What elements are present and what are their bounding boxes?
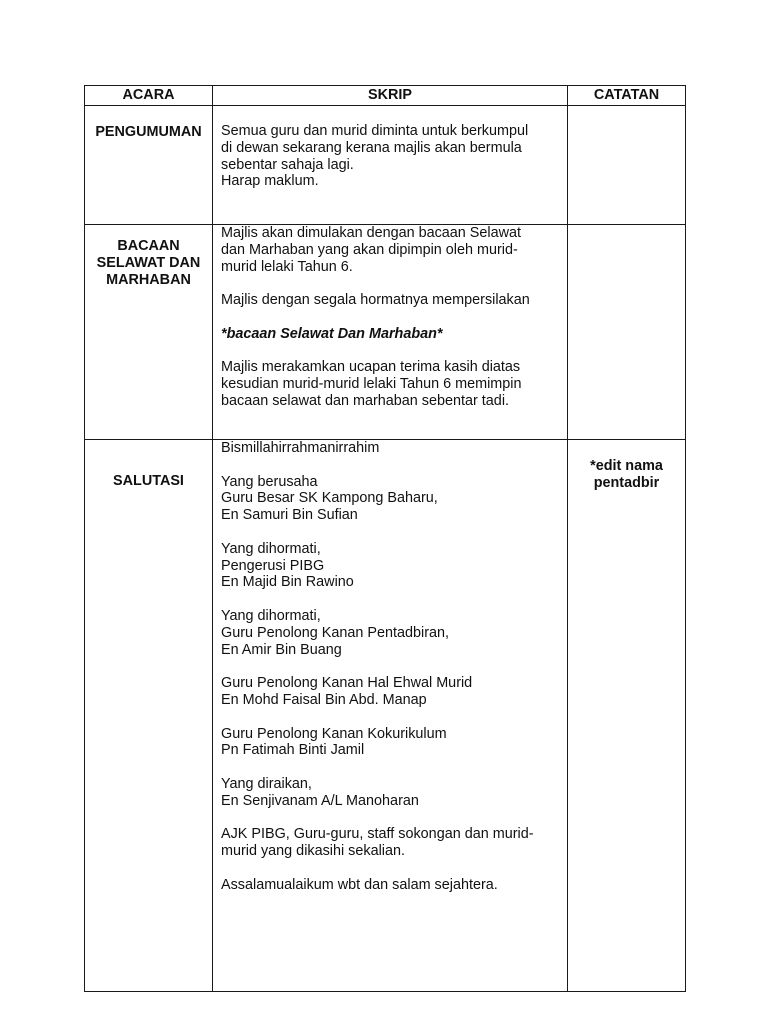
- acara-cell: PENGUMUMAN: [85, 106, 213, 225]
- script-table: [84, 85, 686, 992]
- skrip-cell: [213, 106, 568, 225]
- skrip-cell: [213, 225, 568, 440]
- skrip-paragraph: Yang dihormati, Guru Penolong Kanan Pentadbiran, En Amir Bin Buang: [221, 607, 450, 658]
- catatan-note: *edit nama pentadbir: [590, 458, 663, 491]
- acara-cell: SALUTASI: [85, 440, 213, 992]
- skrip-paragraph: Yang dihormati, Pengerusi PIBG En Majid Bin Rawino: [221, 540, 354, 591]
- catatan-cell: [568, 225, 686, 440]
- table-row: [85, 225, 686, 440]
- skrip-paragraph: Guru Penolong Kanan Hal Ehwal Murid En Mohd Faisal Bin Abd. Manap: [221, 675, 473, 708]
- skrip-paragraph: Majlis akan dimulakan dengan bacaan Selawat dan Marhaban yang akan dipimpin oleh murid- murid lelaki Tahun 6.: [221, 225, 521, 275]
- table-row: [85, 106, 686, 225]
- skrip-paragraph: Bismillahirrahmanirrahim: [221, 440, 380, 456]
- skrip-paragraph: Majlis dengan segala hormatnya mempersilakan: [221, 292, 530, 309]
- skrip-paragraph: Guru Penolong Kanan Kokurikulum Pn Fatimah Binti Jamil: [221, 725, 447, 759]
- skrip-paragraph: Yang diraikan, En Senjivanam A/L Manoharan: [221, 775, 419, 809]
- skrip-paragraph: Majlis merakamkan ucapan terima kasih diatas kesudian murid-murid lelaki Tahun 6 memimpin bacaan selawat dan marhaban sebentar tadi.: [221, 359, 522, 409]
- catatan-cell: [568, 106, 686, 225]
- skrip-paragraph-emphasis: *bacaan Selawat Dan Marhaban*: [221, 325, 443, 342]
- header-cell-acara: ACARA: [85, 86, 213, 106]
- acara-cell: BACAAN SELAWAT DAN MARHABAN: [85, 225, 213, 440]
- skrip-paragraph: Assalamualaikum wbt dan salam sejahtera.: [221, 876, 498, 893]
- catatan-cell: [568, 440, 686, 992]
- skrip-cell: [213, 440, 568, 992]
- header-cell-catatan: CATATAN: [568, 86, 686, 106]
- header-cell-skrip: SKRIP: [213, 86, 568, 106]
- table-row: [85, 440, 686, 992]
- skrip-paragraph: Semua guru dan murid diminta untuk berkumpul di dewan sekarang kerana majlis akan bermula sebentar sahaja lagi. Harap maklum.: [221, 123, 529, 190]
- skrip-paragraph: AJK PIBG, Guru-guru, staff sokongan dan murid- murid yang dikasihi sekalian.: [221, 826, 534, 860]
- table-header-row: [85, 86, 686, 106]
- skrip-paragraph: Yang berusaha Guru Besar SK Kampong Baharu, En Samuri Bin Sufian: [221, 473, 438, 524]
